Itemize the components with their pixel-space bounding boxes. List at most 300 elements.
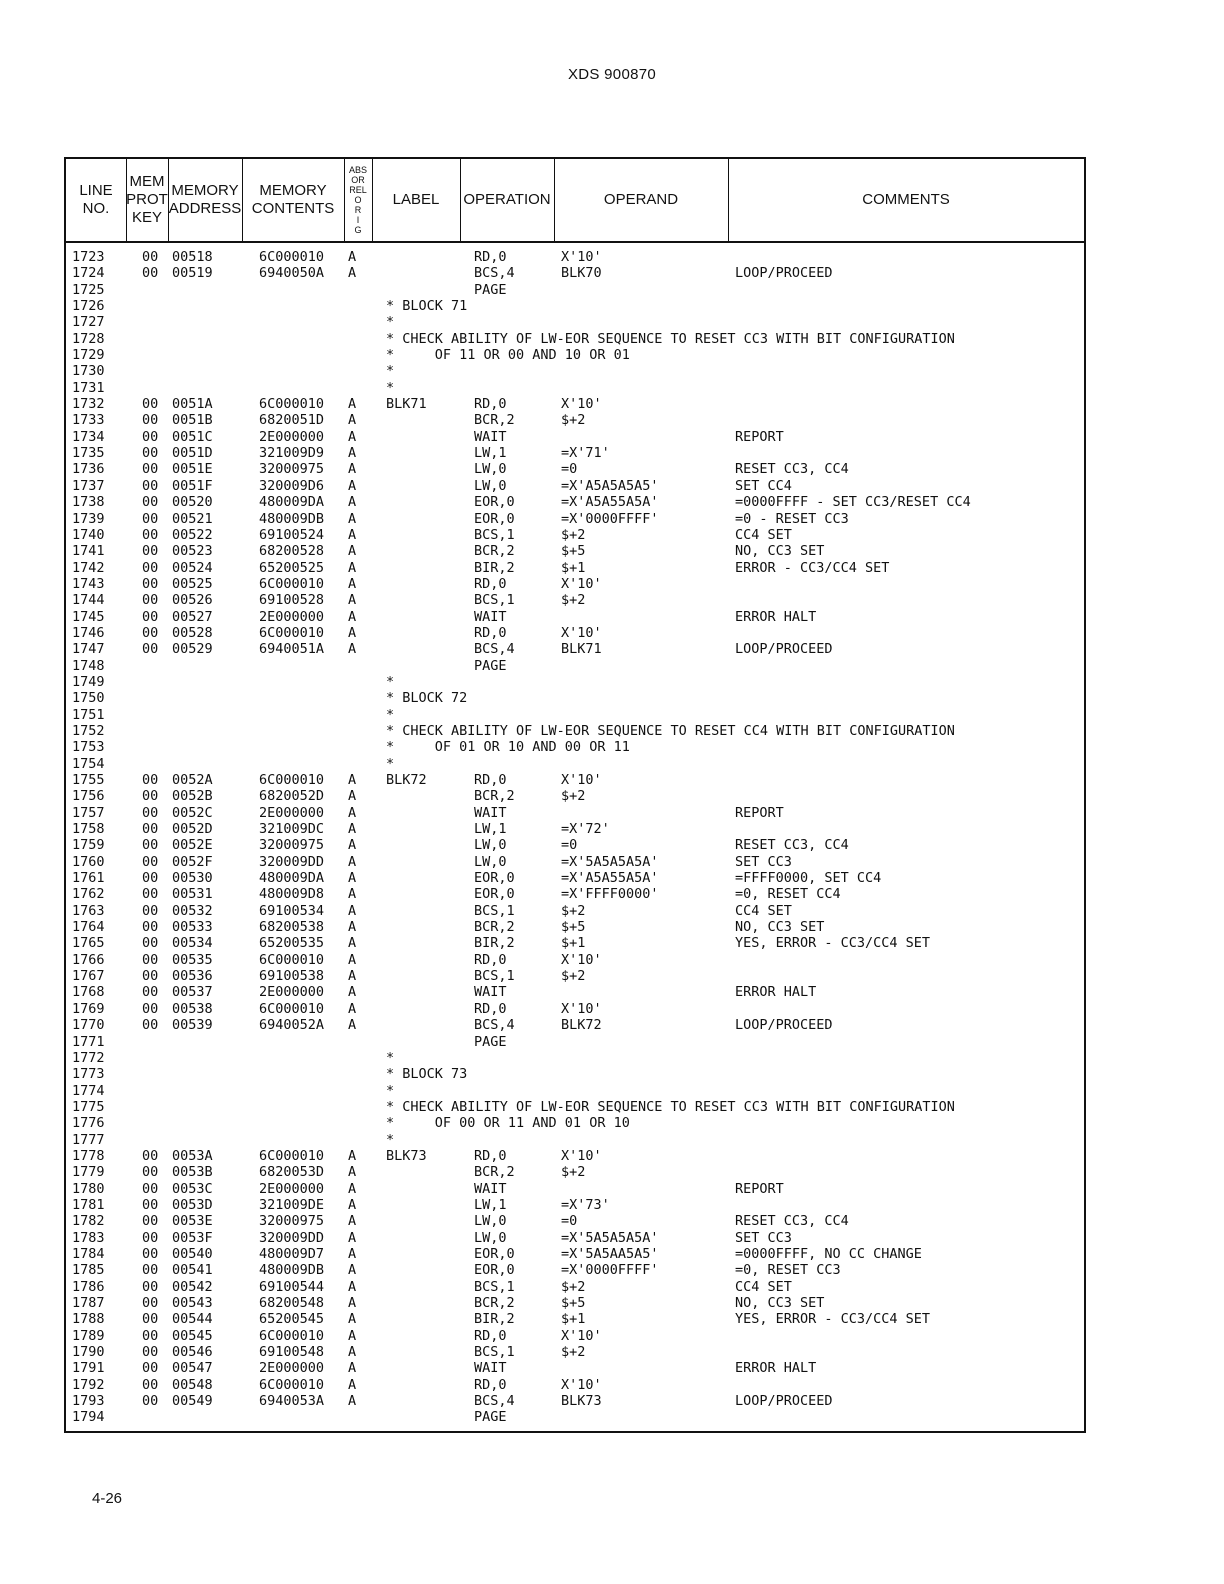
memory-contents: 2E000000 xyxy=(259,984,325,1001)
operand-field: X'10' xyxy=(561,396,602,413)
listing-row xyxy=(66,1360,1084,1376)
comment-field: LOOP/PROCEED xyxy=(735,641,833,658)
comment-field: LOOP/PROCEED xyxy=(735,1017,833,1034)
column-divider xyxy=(460,159,461,243)
comment-field: YES, ERROR - CC3/CC4 SET xyxy=(735,1311,931,1328)
operation-field: PAGE xyxy=(474,1033,507,1050)
memory-address: 0051C xyxy=(172,428,213,445)
line-number: 1733 xyxy=(72,412,105,429)
abs-rel-flag: A xyxy=(348,265,357,282)
mem-prot-key: 00 xyxy=(142,1000,159,1017)
memory-address: 0052F xyxy=(172,853,213,870)
memory-contents: 480009DA xyxy=(259,870,325,887)
mem-prot-key: 00 xyxy=(142,788,159,805)
operand-field: X'10' xyxy=(561,1147,602,1164)
line-number: 1784 xyxy=(72,1245,105,1262)
memory-contents: 6C000010 xyxy=(259,1327,325,1344)
line-number: 1766 xyxy=(72,951,105,968)
listing-row xyxy=(66,609,1084,625)
listing-row xyxy=(66,1083,1084,1099)
abs-rel-flag: A xyxy=(348,853,357,870)
abs-rel-flag: A xyxy=(348,788,357,805)
header-mem-prot-key: MEM PROT KEY xyxy=(126,173,168,226)
line-number: 1744 xyxy=(72,592,105,609)
operation-field: WAIT xyxy=(474,428,507,445)
line-number: 1786 xyxy=(72,1278,105,1295)
line-number: 1745 xyxy=(72,608,105,625)
memory-address: 00521 xyxy=(172,510,213,527)
memory-contents: 65200545 xyxy=(259,1311,325,1328)
operand-field: X'10' xyxy=(561,1376,602,1393)
operand-field: X'10' xyxy=(561,951,602,968)
listing-row xyxy=(66,1099,1084,1115)
label-field: * CHECK ABILITY OF LW-EOR SEQUENCE TO RESET CC3 WITH BIT CONFIGURATION xyxy=(386,330,955,347)
operand-field: $+2 xyxy=(561,902,586,919)
operation-field: LW,1 xyxy=(474,1196,507,1213)
operand-field: $+5 xyxy=(561,543,586,560)
line-number: 1787 xyxy=(72,1295,105,1311)
memory-contents: 69100544 xyxy=(259,1278,325,1295)
memory-contents: 69100524 xyxy=(259,526,325,543)
listing-row xyxy=(66,249,1084,265)
operation-field: BCS,1 xyxy=(474,1344,515,1361)
mem-prot-key: 00 xyxy=(142,624,159,641)
listing-row xyxy=(66,1001,1084,1017)
operation-field: BIR,2 xyxy=(474,1311,515,1328)
abs-rel-flag: A xyxy=(348,984,357,1001)
mem-prot-key: 00 xyxy=(142,249,159,265)
abs-rel-flag: A xyxy=(348,821,357,838)
operation-field: RD,0 xyxy=(474,624,507,641)
mem-prot-key: 00 xyxy=(142,853,159,870)
mem-prot-key: 00 xyxy=(142,641,159,658)
memory-address: 00529 xyxy=(172,641,213,658)
memory-contents: 321009D9 xyxy=(259,445,325,462)
mem-prot-key: 00 xyxy=(142,412,159,429)
memory-contents: 320009D6 xyxy=(259,477,325,494)
abs-rel-flag: A xyxy=(348,1393,357,1410)
operation-field: WAIT xyxy=(474,1180,507,1197)
abs-rel-flag: A xyxy=(348,1017,357,1034)
listing-row xyxy=(66,1050,1084,1066)
mem-prot-key: 00 xyxy=(142,428,159,445)
listing-row xyxy=(66,1181,1084,1197)
operation-field: PAGE xyxy=(474,281,507,298)
memory-contents: 2E000000 xyxy=(259,608,325,625)
line-number: 1750 xyxy=(72,690,105,707)
memory-address: 00524 xyxy=(172,559,213,576)
operation-field: EOR,0 xyxy=(474,1262,515,1279)
line-number: 1726 xyxy=(72,298,105,315)
memory-contents: 321009DE xyxy=(259,1196,325,1213)
listing-row xyxy=(66,788,1084,804)
memory-contents: 480009DB xyxy=(259,1262,325,1279)
header-operand: OPERAND xyxy=(603,191,679,208)
mem-prot-key: 00 xyxy=(142,1180,159,1197)
mem-prot-key: 00 xyxy=(142,1229,159,1246)
abs-rel-flag: A xyxy=(348,837,357,854)
comment-field: CC4 SET xyxy=(735,526,792,543)
line-number: 1770 xyxy=(72,1017,105,1034)
listing-row xyxy=(66,282,1084,298)
operand-field: $+2 xyxy=(561,1278,586,1295)
listing-row xyxy=(66,1066,1084,1082)
listing-row xyxy=(66,903,1084,919)
listing-row xyxy=(66,756,1084,772)
abs-rel-flag: A xyxy=(348,526,357,543)
operand-field: $+1 xyxy=(561,559,586,576)
line-number: 1765 xyxy=(72,935,105,952)
listing-row xyxy=(66,919,1084,935)
operand-field: =X'5A5AA5A5' xyxy=(561,1245,659,1262)
column-divider xyxy=(168,159,169,243)
operation-field: WAIT xyxy=(474,984,507,1001)
listing-row xyxy=(66,805,1084,821)
operation-field: EOR,0 xyxy=(474,886,515,903)
operand-field: =X'71' xyxy=(561,445,610,462)
header-memory-contents: MEMORY CONTENTS xyxy=(251,182,335,217)
operand-field: =X'73' xyxy=(561,1196,610,1213)
listing-row xyxy=(66,461,1084,477)
abs-rel-flag: A xyxy=(348,575,357,592)
listing-row xyxy=(66,625,1084,641)
operation-field: RD,0 xyxy=(474,396,507,413)
label-field: * xyxy=(386,1131,395,1148)
memory-contents: 2E000000 xyxy=(259,428,325,445)
line-number: 1724 xyxy=(72,265,105,282)
line-number: 1774 xyxy=(72,1082,105,1099)
mem-prot-key: 00 xyxy=(142,919,159,936)
line-number: 1762 xyxy=(72,886,105,903)
listing-row xyxy=(66,1279,1084,1295)
mem-prot-key: 00 xyxy=(142,1196,159,1213)
operation-field: BCR,2 xyxy=(474,1164,515,1181)
mem-prot-key: 00 xyxy=(142,1344,159,1361)
memory-contents: 480009D7 xyxy=(259,1245,325,1262)
memory-contents: 6C000010 xyxy=(259,1147,325,1164)
listing-rows xyxy=(66,249,1084,1426)
operand-field: X'10' xyxy=(561,249,602,265)
label-field: * BLOCK 72 xyxy=(386,690,468,707)
abs-rel-flag: A xyxy=(348,624,357,641)
label-field: * OF 11 OR 00 AND 10 OR 01 xyxy=(386,347,630,364)
line-number: 1773 xyxy=(72,1066,105,1083)
memory-contents: 480009DB xyxy=(259,510,325,527)
comment-field: =0, RESET CC3 xyxy=(735,1262,841,1279)
memory-contents: 6C000010 xyxy=(259,575,325,592)
operand-field: BLK71 xyxy=(561,641,602,658)
line-number: 1735 xyxy=(72,445,105,462)
listing-row xyxy=(66,723,1084,739)
memory-contents: 320009DD xyxy=(259,1229,325,1246)
operation-field: BCS,1 xyxy=(474,1278,515,1295)
line-number: 1739 xyxy=(72,510,105,527)
memory-contents: 6C000010 xyxy=(259,396,325,413)
operand-field: =X'5A5A5A5A' xyxy=(561,853,659,870)
listing-row xyxy=(66,1295,1084,1311)
abs-rel-flag: A xyxy=(348,1000,357,1017)
label-field: * xyxy=(386,1082,395,1099)
line-number: 1754 xyxy=(72,755,105,772)
line-number: 1791 xyxy=(72,1360,105,1377)
operand-field: =0 xyxy=(561,461,578,478)
memory-contents: 6C000010 xyxy=(259,1000,325,1017)
abs-rel-flag: A xyxy=(348,1376,357,1393)
comment-field: REPORT xyxy=(735,428,784,445)
operand-field: X'10' xyxy=(561,624,602,641)
operation-field: LW,0 xyxy=(474,853,507,870)
comment-field: RESET CC3, CC4 xyxy=(735,1213,849,1230)
line-number: 1767 xyxy=(72,968,105,985)
listing-row xyxy=(66,707,1084,723)
operation-field: BCR,2 xyxy=(474,788,515,805)
abs-rel-flag: A xyxy=(348,1196,357,1213)
line-number: 1778 xyxy=(72,1147,105,1164)
memory-contents: 32000975 xyxy=(259,461,325,478)
memory-address: 0053C xyxy=(172,1180,213,1197)
memory-address: 0053E xyxy=(172,1213,213,1230)
label-field: * OF 01 OR 10 AND 00 OR 11 xyxy=(386,739,630,756)
operand-field: $+2 xyxy=(561,1344,586,1361)
operation-field: BCR,2 xyxy=(474,1295,515,1311)
abs-rel-flag: A xyxy=(348,1245,357,1262)
comment-field: CC4 SET xyxy=(735,1278,792,1295)
mem-prot-key: 00 xyxy=(142,1147,159,1164)
comment-field: NO, CC3 SET xyxy=(735,1295,825,1311)
listing-row xyxy=(66,1344,1084,1360)
label-field: * xyxy=(386,1049,395,1066)
label-field: * OF 00 OR 11 AND 01 OR 10 xyxy=(386,1115,630,1132)
page-number: 4-26 xyxy=(92,1490,123,1507)
line-number: 1771 xyxy=(72,1033,105,1050)
listing-row xyxy=(66,1164,1084,1180)
line-number: 1751 xyxy=(72,706,105,723)
abs-rel-flag: A xyxy=(348,412,357,429)
operation-field: LW,1 xyxy=(474,821,507,838)
memory-contents: 6940052A xyxy=(259,1017,325,1034)
operand-field: $+2 xyxy=(561,788,586,805)
label-field: * CHECK ABILITY OF LW-EOR SEQUENCE TO RESET CC4 WITH BIT CONFIGURATION xyxy=(386,722,955,739)
mem-prot-key: 00 xyxy=(142,592,159,609)
memory-address: 00539 xyxy=(172,1017,213,1034)
comment-field: LOOP/PROCEED xyxy=(735,1393,833,1410)
memory-address: 0052A xyxy=(172,772,213,788)
mem-prot-key: 00 xyxy=(142,804,159,821)
abs-rel-flag: A xyxy=(348,919,357,936)
operation-field: WAIT xyxy=(474,1360,507,1377)
comment-field: ERROR HALT xyxy=(735,608,817,625)
comment-field: =FFFF0000, SET CC4 xyxy=(735,870,882,887)
line-number: 1737 xyxy=(72,477,105,494)
memory-address: 00530 xyxy=(172,870,213,887)
abs-rel-flag: A xyxy=(348,510,357,527)
mem-prot-key: 00 xyxy=(142,1311,159,1328)
operation-field: BCS,4 xyxy=(474,641,515,658)
abs-rel-flag: A xyxy=(348,1229,357,1246)
operand-field: $+1 xyxy=(561,935,586,952)
line-number: 1740 xyxy=(72,526,105,543)
line-number: 1782 xyxy=(72,1213,105,1230)
memory-address: 00523 xyxy=(172,543,213,560)
listing-row xyxy=(66,772,1084,788)
line-number: 1785 xyxy=(72,1262,105,1279)
mem-prot-key: 00 xyxy=(142,445,159,462)
operation-field: LW,0 xyxy=(474,1213,507,1230)
memory-contents: 65200525 xyxy=(259,559,325,576)
operation-field: LW,0 xyxy=(474,477,507,494)
line-number: 1732 xyxy=(72,396,105,413)
memory-contents: 321009DC xyxy=(259,821,325,838)
line-number: 1756 xyxy=(72,788,105,805)
abs-rel-flag: A xyxy=(348,1180,357,1197)
operation-field: PAGE xyxy=(474,657,507,674)
listing-row xyxy=(66,1132,1084,1148)
memory-address: 0052E xyxy=(172,837,213,854)
mem-prot-key: 00 xyxy=(142,1245,159,1262)
memory-contents: 480009DA xyxy=(259,494,325,511)
operation-field: LW,0 xyxy=(474,837,507,854)
abs-rel-flag: A xyxy=(348,1344,357,1361)
abs-rel-flag: A xyxy=(348,1360,357,1377)
line-number: 1757 xyxy=(72,804,105,821)
line-number: 1763 xyxy=(72,902,105,919)
listing-row xyxy=(66,265,1084,281)
memory-contents: 6940053A xyxy=(259,1393,325,1410)
operation-field: BCS,4 xyxy=(474,1017,515,1034)
memory-contents: 6940051A xyxy=(259,641,325,658)
header-memory-address: MEMORY ADDRESS xyxy=(168,182,242,217)
operation-field: RD,0 xyxy=(474,951,507,968)
mem-prot-key: 00 xyxy=(142,1213,159,1230)
memory-address: 00536 xyxy=(172,968,213,985)
comment-field: =0, RESET CC4 xyxy=(735,886,841,903)
abs-rel-flag: A xyxy=(348,1262,357,1279)
line-number: 1775 xyxy=(72,1098,105,1115)
operation-field: BCS,1 xyxy=(474,592,515,609)
listing-row xyxy=(66,870,1084,886)
listing-row xyxy=(66,511,1084,527)
comment-field: SET CC3 xyxy=(735,853,792,870)
memory-address: 00534 xyxy=(172,935,213,952)
comment-field: =0 - RESET CC3 xyxy=(735,510,849,527)
memory-address: 00548 xyxy=(172,1376,213,1393)
line-number: 1723 xyxy=(72,249,105,265)
mem-prot-key: 00 xyxy=(142,821,159,838)
abs-rel-flag: A xyxy=(348,428,357,445)
operand-field: =X'FFFF0000' xyxy=(561,886,659,903)
operation-field: RD,0 xyxy=(474,772,507,788)
memory-address: 00541 xyxy=(172,1262,213,1279)
mem-prot-key: 00 xyxy=(142,494,159,511)
line-number: 1734 xyxy=(72,428,105,445)
listing-row xyxy=(66,1197,1084,1213)
operation-field: BCS,1 xyxy=(474,902,515,919)
operation-field: BCR,2 xyxy=(474,543,515,560)
listing-row xyxy=(66,314,1084,330)
memory-contents: 68200548 xyxy=(259,1295,325,1311)
operation-field: BIR,2 xyxy=(474,559,515,576)
memory-address: 00546 xyxy=(172,1344,213,1361)
mem-prot-key: 00 xyxy=(142,902,159,919)
abs-rel-flag: A xyxy=(348,951,357,968)
label-field: * xyxy=(386,706,395,723)
operand-field: X'10' xyxy=(561,1327,602,1344)
memory-contents: 6C000010 xyxy=(259,624,325,641)
line-number: 1789 xyxy=(72,1327,105,1344)
listing-row xyxy=(66,837,1084,853)
column-divider xyxy=(344,159,345,243)
memory-address: 00545 xyxy=(172,1327,213,1344)
comment-field: SET CC4 xyxy=(735,477,792,494)
operation-field: WAIT xyxy=(474,608,507,625)
operand-field: $+2 xyxy=(561,592,586,609)
label-field: * xyxy=(386,314,395,331)
operand-field: =X'72' xyxy=(561,821,610,838)
operation-field: EOR,0 xyxy=(474,870,515,887)
listing-table xyxy=(64,157,1086,1433)
mem-prot-key: 00 xyxy=(142,1164,159,1181)
header-abs-or-rel: ABS OR REL O R I G xyxy=(348,165,367,235)
abs-rel-flag: A xyxy=(348,461,357,478)
operand-field: $+5 xyxy=(561,919,586,936)
operand-field: $+5 xyxy=(561,1295,586,1311)
operation-field: RD,0 xyxy=(474,1376,507,1393)
mem-prot-key: 00 xyxy=(142,935,159,952)
line-number: 1731 xyxy=(72,379,105,396)
mem-prot-key: 00 xyxy=(142,1017,159,1034)
line-number: 1741 xyxy=(72,543,105,560)
operation-field: RD,0 xyxy=(474,575,507,592)
operand-field: $+2 xyxy=(561,968,586,985)
operation-field: LW,1 xyxy=(474,445,507,462)
label-field: * BLOCK 71 xyxy=(386,298,468,315)
abs-rel-flag: A xyxy=(348,559,357,576)
line-number: 1728 xyxy=(72,330,105,347)
line-number: 1777 xyxy=(72,1131,105,1148)
memory-address: 0053B xyxy=(172,1164,213,1181)
column-divider xyxy=(372,159,373,243)
listing-row xyxy=(66,445,1084,461)
operand-field: =X'0000FFFF' xyxy=(561,510,659,527)
comment-field: NO, CC3 SET xyxy=(735,919,825,936)
memory-address: 00542 xyxy=(172,1278,213,1295)
line-number: 1772 xyxy=(72,1049,105,1066)
memory-address: 00520 xyxy=(172,494,213,511)
label-field: * CHECK ABILITY OF LW-EOR SEQUENCE TO RESET CC3 WITH BIT CONFIGURATION xyxy=(386,1098,955,1115)
label-field: * xyxy=(386,379,395,396)
comment-field: RESET CC3, CC4 xyxy=(735,837,849,854)
mem-prot-key: 00 xyxy=(142,1327,159,1344)
operand-field: =X'A5A55A5A' xyxy=(561,494,659,511)
listing-row xyxy=(66,543,1084,559)
memory-address: 00519 xyxy=(172,265,213,282)
memory-address: 00544 xyxy=(172,1311,213,1328)
memory-address: 0051B xyxy=(172,412,213,429)
label-field: * BLOCK 73 xyxy=(386,1066,468,1083)
operation-field: RD,0 xyxy=(474,1000,507,1017)
listing-row xyxy=(66,1409,1084,1425)
operand-field: $+1 xyxy=(561,1311,586,1328)
mem-prot-key: 00 xyxy=(142,1278,159,1295)
listing-row xyxy=(66,429,1084,445)
memory-address: 00543 xyxy=(172,1295,213,1311)
operand-field: BLK73 xyxy=(561,1393,602,1410)
mem-prot-key: 00 xyxy=(142,870,159,887)
listing-row xyxy=(66,1377,1084,1393)
comment-field: =0000FFFF - SET CC3/RESET CC4 xyxy=(735,494,971,511)
operation-field: WAIT xyxy=(474,804,507,821)
memory-contents: 69100534 xyxy=(259,902,325,919)
